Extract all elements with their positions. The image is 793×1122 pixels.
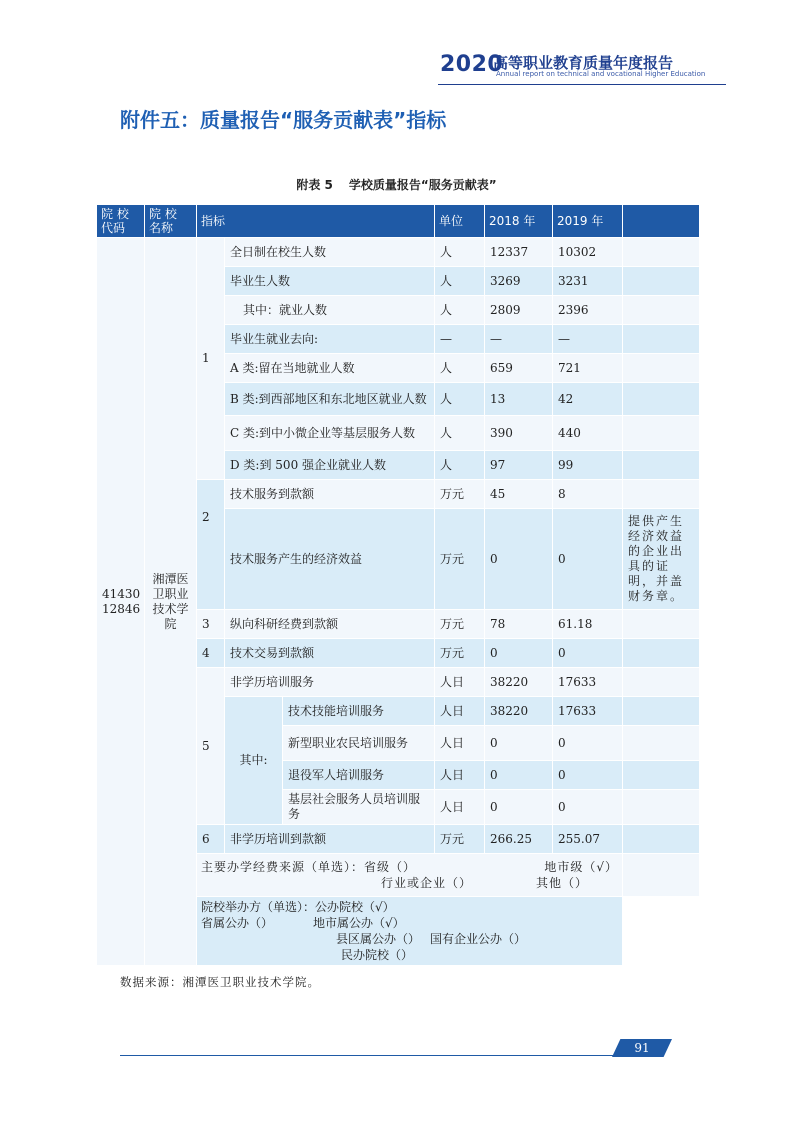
data-source: 数据来源：湘潭医卫职业技术学院。 [120, 975, 320, 989]
school-name: 湘潭医卫职业技术学院 [145, 238, 197, 966]
note-cell [623, 354, 700, 383]
report-year: 2020 [440, 52, 504, 77]
unit-cell: 人日 [435, 790, 485, 825]
caption-label: 附表 5 [296, 178, 333, 192]
unit-cell: 人日 [435, 761, 485, 790]
note-cell [623, 325, 700, 354]
value-2019: 17633 [553, 668, 623, 697]
funding-city: 地市级（√） [544, 860, 619, 874]
footer-rule [120, 1055, 640, 1056]
funding-label: 主要办学经费来源（单选）：省级（） [201, 860, 417, 874]
table-caption [0, 176, 793, 193]
unit-cell: 人 [435, 383, 485, 416]
indicator-label: B 类:到西部地区和东北地区就业人数 [225, 383, 435, 416]
qizhong-label: 其中: [225, 697, 283, 825]
value-2018: 3269 [485, 267, 553, 296]
note-cell [623, 610, 700, 639]
funding-industry: 行业或企业（） [381, 876, 473, 890]
indicator-label: A 类:留在当地就业人数 [225, 354, 435, 383]
value-2019: 10302 [553, 238, 623, 267]
value-2018: 38220 [485, 697, 553, 726]
col-2019: 2019 年 [553, 205, 623, 238]
school-code: 41430 12846 [97, 238, 145, 966]
value-2018: 0 [485, 726, 553, 761]
group-number: 4 [197, 639, 225, 668]
group-number: 1 [197, 238, 225, 480]
indicator-label: 技术技能培训服务 [283, 697, 435, 726]
note-cell [623, 697, 700, 726]
ownership-cell [197, 897, 623, 966]
value-2019: 721 [553, 354, 623, 383]
indicator-label: 非学历培训服务 [225, 668, 435, 697]
unit-cell: 人 [435, 267, 485, 296]
unit-cell: 人 [435, 416, 485, 451]
ownership-label: 院校举办方（单选）：公办院校（√） [201, 900, 395, 914]
note-cell [623, 267, 700, 296]
group-number: 2 [197, 480, 225, 610]
unit-cell: 万元 [435, 480, 485, 509]
indicator-label: 非学历培训到款额 [225, 825, 435, 854]
note-cell [623, 296, 700, 325]
note-cell [623, 854, 700, 897]
col-note [623, 205, 700, 238]
header-rule [438, 84, 726, 85]
value-2019: 0 [553, 790, 623, 825]
report-subtitle: Annual report on technical and vocational Higher Education [496, 70, 706, 78]
value-2019: 0 [553, 726, 623, 761]
unit-cell: 人 [435, 354, 485, 383]
note-cell [623, 668, 700, 697]
col-unit: 单位 [435, 205, 485, 238]
caption-text: 学校质量报告“服务贡献表” [348, 178, 497, 192]
note-cell [623, 726, 700, 761]
note-cell [623, 639, 700, 668]
funding-cell [197, 854, 623, 897]
value-2018: 13 [485, 383, 553, 416]
group-number: 3 [197, 610, 225, 639]
indicator-label: 其中：就业人数 [225, 296, 435, 325]
value-2018: 390 [485, 416, 553, 451]
ownership-county: 县区属公办（） [336, 932, 421, 946]
note-cell [623, 238, 700, 267]
service-contribution-table [96, 204, 700, 966]
unit-cell: 万元 [435, 825, 485, 854]
ownership-city: 地市属公办（√） [313, 916, 405, 930]
value-2019: 255.07 [553, 825, 623, 854]
value-2018: 0 [485, 790, 553, 825]
value-2019: 8 [553, 480, 623, 509]
report-title: 高等职业教育质量年度报告 [492, 54, 673, 72]
indicator-label: 退役军人培训服务 [283, 761, 435, 790]
indicator-label: 纵向科研经费到款额 [225, 610, 435, 639]
value-2018: 0 [485, 639, 553, 668]
note-cell [623, 761, 700, 790]
value-2018: — [485, 325, 553, 354]
value-2018: 659 [485, 354, 553, 383]
ownership-prov: 省属公办（） [201, 916, 274, 930]
value-2019: — [553, 325, 623, 354]
table-row [97, 238, 700, 267]
note-cell [623, 383, 700, 416]
table-header-row [97, 205, 700, 238]
page-title: 附件五：质量报告“服务贡献表”指标 [120, 108, 447, 132]
value-2019: 440 [553, 416, 623, 451]
indicator-label: 全日制在校生人数 [225, 238, 435, 267]
value-2018: 38220 [485, 668, 553, 697]
indicator-label: C 类:到中小微企业等基层服务人数 [225, 416, 435, 451]
value-2018: 12337 [485, 238, 553, 267]
ownership-soe: 国有企业公办（） [430, 932, 527, 946]
unit-cell: 人日 [435, 726, 485, 761]
value-2018: 97 [485, 451, 553, 480]
value-2019: 0 [553, 509, 623, 610]
value-2019: 61.18 [553, 610, 623, 639]
value-2018: 45 [485, 480, 553, 509]
value-2019: 3231 [553, 267, 623, 296]
unit-cell: 万元 [435, 509, 485, 610]
page-number: 91 [634, 1041, 650, 1055]
indicator-label: 技术服务到款额 [225, 480, 435, 509]
group-number: 6 [197, 825, 225, 854]
unit-cell: 人 [435, 238, 485, 267]
unit-cell: 人 [435, 451, 485, 480]
col-indicator: 指标 [197, 205, 435, 238]
note-cell [623, 825, 700, 854]
value-2019: 0 [553, 761, 623, 790]
value-2019: 0 [553, 639, 623, 668]
unit-cell: 万元 [435, 610, 485, 639]
unit-cell: 人日 [435, 697, 485, 726]
note-cell [623, 790, 700, 825]
value-2018: 2809 [485, 296, 553, 325]
indicator-label: 技术交易到款额 [225, 639, 435, 668]
unit-cell: — [435, 325, 485, 354]
indicator-label: 基层社会服务人员培训服务 [283, 790, 435, 825]
indicator-label: 毕业生就业去向: [225, 325, 435, 354]
value-2018: 266.25 [485, 825, 553, 854]
value-2019: 17633 [553, 697, 623, 726]
value-2019: 99 [553, 451, 623, 480]
unit-cell: 万元 [435, 639, 485, 668]
col-school-code: 院 校 代码 [97, 205, 145, 238]
funding-other: 其他（） [536, 876, 589, 890]
col-2018: 2018 年 [485, 205, 553, 238]
indicator-label: D 类:到 500 强企业就业人数 [225, 451, 435, 480]
value-2019: 42 [553, 383, 623, 416]
ownership-private: 民办院校（） [341, 948, 414, 962]
unit-cell: 人 [435, 296, 485, 325]
unit-cell: 人日 [435, 668, 485, 697]
indicator-label: 新型职业农民培训服务 [283, 726, 435, 761]
note-cell [623, 451, 700, 480]
note-cell [623, 416, 700, 451]
value-2018: 0 [485, 761, 553, 790]
value-2018: 0 [485, 509, 553, 610]
indicator-label: 毕业生人数 [225, 267, 435, 296]
note-cell [623, 480, 700, 509]
indicator-label: 技术服务产生的经济效益 [225, 509, 435, 610]
value-2018: 78 [485, 610, 553, 639]
note-cell [623, 897, 700, 966]
group-number: 5 [197, 668, 225, 825]
note-cell: 提供产生经济效益的企业出具的证明，并盖财务章。 [623, 509, 700, 610]
value-2019: 2396 [553, 296, 623, 325]
col-school-name: 院 校 名称 [145, 205, 197, 238]
